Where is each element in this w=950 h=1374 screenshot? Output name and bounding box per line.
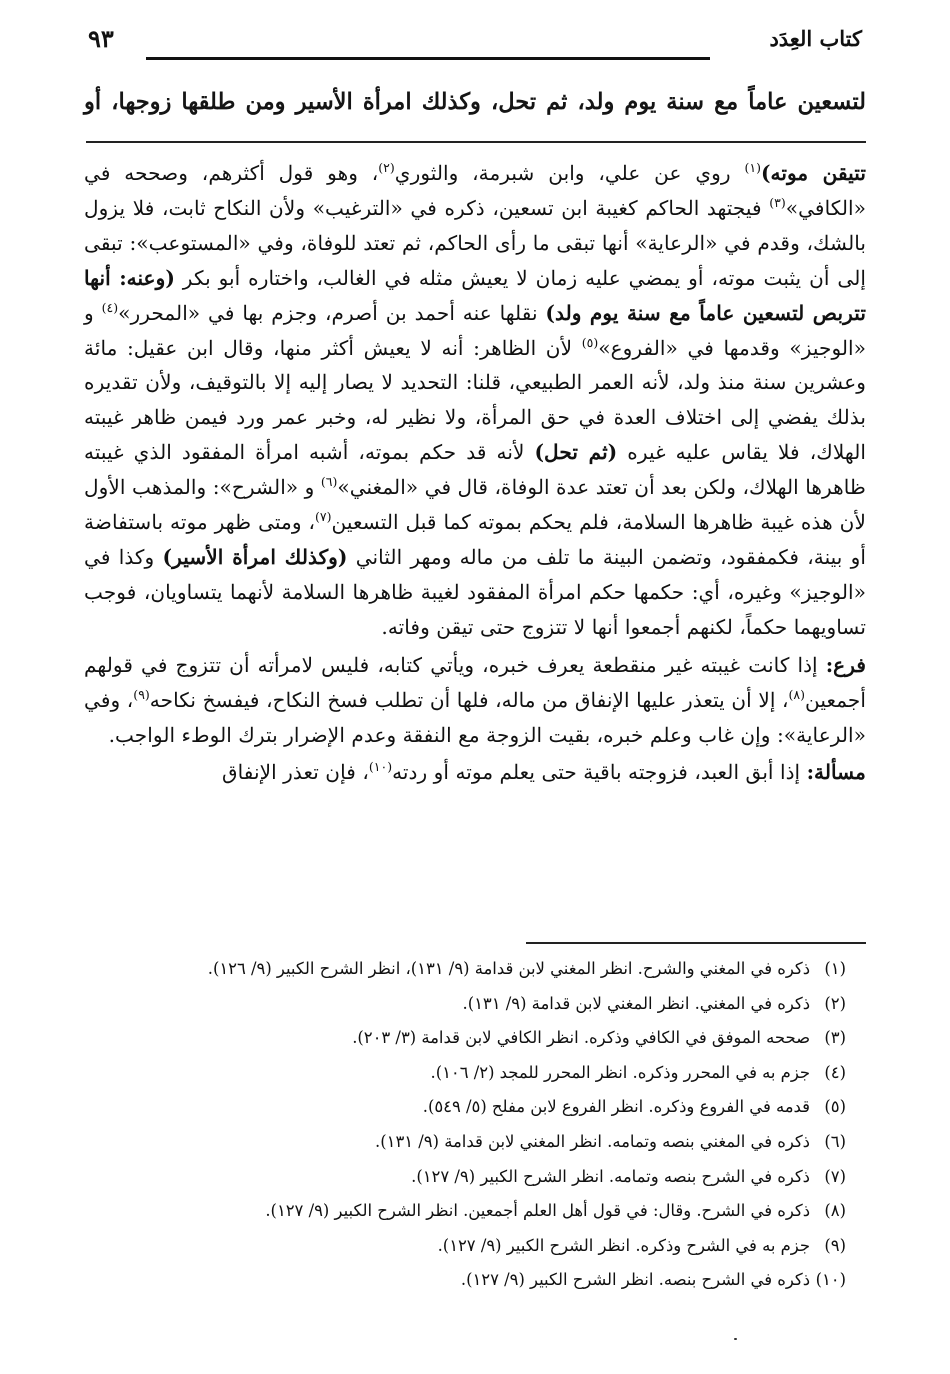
text-span: وكذا في «الوجيز» وغيره، أي: حكمها حكم امرأة المفقود لغيبة ظاهرها السلامة لأنهما يتساويان، فوجب تساويهما حكماً، لكنهم أجمعوا أنها لا تتزوج حتى تيقن وفاته. [84,544,866,639]
footnote-4 [84,1056,846,1091]
footnote-text: ذكره في الشرح. وقال: في قول أهل العلم أجمعين. انظر الشرح الكبير (٩/ ١٢٧). [265,1201,810,1221]
text-span: و «الشرح»: والمذهب الأول لأن هذه غيبة ظاهرها السلامة، فلم يحكم بموته كما قبل التسعين [84,475,867,535]
paragraph-3 [84,755,866,790]
print-speck [734,1338,737,1340]
running-header [88,14,862,66]
header-rule [146,57,710,60]
footnote-number: (٦) [824,1131,846,1151]
footnote-number: (١) [824,959,846,978]
footnote-ref[interactable]: (٣) [769,194,786,210]
text-span: و «الوجيز» وقدمها في «الفروع» [84,300,867,360]
bold-span: (وعنه: أنها تتربص لتسعين عاماً مع سنة يوم ولد) [84,265,866,325]
footnote-text: ذكره في المغني والشرح. انظر المغني لابن قدامة (٩/ ١٣١)، انظر الشرح الكبير (٩/ ١٢٦). [207,959,810,978]
bold-span: فرع: [825,652,866,677]
text-span: فيجتهد الحاكم كغيبة ابن تسعين، ذكره في «الترغيب» ولأن النكاح ثابت، فلا يزول بالشك، وقدم في «الرعاية» أنها تبقى ما رأى الحاكم، ثم تعتد للوفاة، وفي «المستوعب»: تبقى إلى أن يثبت موته، أو يمضي عليه زمان لا يعيش مثله في الغالب، واختاره أبو بكر [84,195,866,290]
footnote-number: (٧) [824,1166,846,1186]
text-span: ، وهو قول أكثرهم، وصححه في «الكافي» [84,161,866,220]
matn-text: لتسعين عاماً مع سنة يوم ولد، ثم تحل، وكذلك امرأة الأسير ومن طلقها زوجها، أو [84,89,866,115]
footnote-3 [84,1021,846,1056]
footnote-number: (٨) [824,1201,846,1221]
bold-span: مسألة: [806,760,866,785]
footnote-2 [84,987,846,1022]
text-span: روي عن علي، وابن شبرمة، والثوري [394,161,745,185]
footnote-9 [84,1229,846,1264]
paragraph-2 [84,648,866,753]
text-span: ، وفي «الرعاية»: وإن غاب وعلم خبره، بقيت الزوجة مع النفقة وعدم الإضرار بترك الوطء الواجب. [84,687,866,747]
footnote-separator [526,942,866,944]
footnote-text: قدمه في الفروع وذكره. انظر الفروع لابن مفلح (٥/ ٥٤٩). [422,1097,810,1117]
footnote-5 [84,1090,846,1125]
footnote-ref[interactable]: (١) [744,160,761,175]
footnote-text: ذكره في الشرح بنصه وتمامه. انظر الشرح الكبير (٩/ ١٢٧). [411,1166,810,1186]
footnote-7 [84,1160,846,1195]
footnote-ref[interactable]: (٩) [133,686,150,702]
text-span: لأنه قد حكم بموته، أشبه امرأة المفقود الذي غيبته ظاهرها الهلاك، ولكن بعد أن تعتد عدة الوفاة، قال في «المغني» [84,440,866,500]
text-span: ، ومتى ظهر موته باستفاضة أو بينة، فكمفقود، وتضمن البينة ما تلف من ماله ومهر الثاني [84,510,866,569]
footnote-number: (٩) [824,1235,846,1255]
footnote-number: (٢) [824,993,846,1013]
matn-separator [86,141,866,143]
text-span: لأن الظاهر: أنه لا يعيش أكثر منها، وقال ابن عقيل: مائة وعشرين سنة منذ ولد، لأنه العمر الطبيعي، قلنا: التحديد لا يصار إليه إلا بالتوقيف، ولأن تقديره بذلك يفضي إلى اختلاف العدة في حق المرأة، ولا نظير له، وخبر عمر ورد فيمن ظاهر غيبته الهلاك، فلا يقاس عليه غيره [84,335,867,465]
commentary-body [84,156,866,790]
text-span: إذا كانت غيبته غير منقطعة يعرف خبره، ويأتي كتابه، فليس لامرأته أن تتزوج في قولهم أجمعين [84,652,866,712]
footnote-ref[interactable]: (٤) [101,299,119,315]
footnotes [84,952,846,1298]
footnote-8 [84,1194,846,1229]
footnote-ref[interactable]: (٢) [378,160,395,175]
footnote-text: ذكره في الشرح بنصه. انظر الشرح الكبير (٩/ ١٢٧). [460,1270,810,1290]
text-span: إذا أبق العبد، فزوجته باقية حتى يعلم موته أو ردته [392,760,807,785]
footnote-text: ذكره في المغني. انظر المغني لابن قدامة (٩/ ١٣١). [462,993,810,1013]
footnote-ref[interactable]: (١٠) [368,759,393,775]
footnote-ref[interactable]: (٨) [788,686,806,702]
page-number: ٩٣ [88,24,114,53]
paragraph-1 [84,156,866,645]
footnote-ref[interactable]: (٧) [315,509,332,525]
footnote-number: (٤) [824,1062,846,1082]
footnote-text: صححه الموفق في الكافي وذكره. انظر الكافي لابن قدامة (٣/ ٢٠٣). [352,1028,810,1048]
bold-span: (وكذلك امرأة الأسير) [162,544,348,569]
footnote-text: جزم به في الشرح وذكره. انظر الشرح الكبير (٩/ ١٢٧). [437,1235,810,1255]
footnote-number: (١٠) [815,1270,846,1290]
text-span: ، فإن تعذر الإنفاق [221,760,369,785]
footnote-10 [84,1263,846,1298]
footnote-1 [84,952,846,987]
footnote-number: (٣) [824,1028,846,1048]
bold-span: تتيقن موته) [760,161,866,185]
footnote-ref[interactable]: (٥) [581,334,599,350]
bold-span: (ثم تحل) [534,440,618,465]
footnote-number: (٥) [824,1097,846,1117]
footnote-text: ذكره في المغني بنصه وتمامه. انظر المغني لابن قدامة (٩/ ١٣١). [375,1131,810,1151]
text-span: نقلها عنه أحمد بن أصرم، وجزم بها في «المحرر» [118,300,546,325]
text-span: ، إلا أن يتعذر عليها الإنفاق من ماله، فلها أن تطلب فسخ النكاح، فيفسخ نكاحه [149,687,789,712]
footnote-6 [84,1125,846,1160]
footnote-text: جزم به في المحرر وذكره. انظر المحرر للمجد (٢/ ١٠٦). [430,1062,810,1082]
book-title: كتاب العِدَد [769,26,862,51]
footnote-ref[interactable]: (٦) [320,474,338,490]
